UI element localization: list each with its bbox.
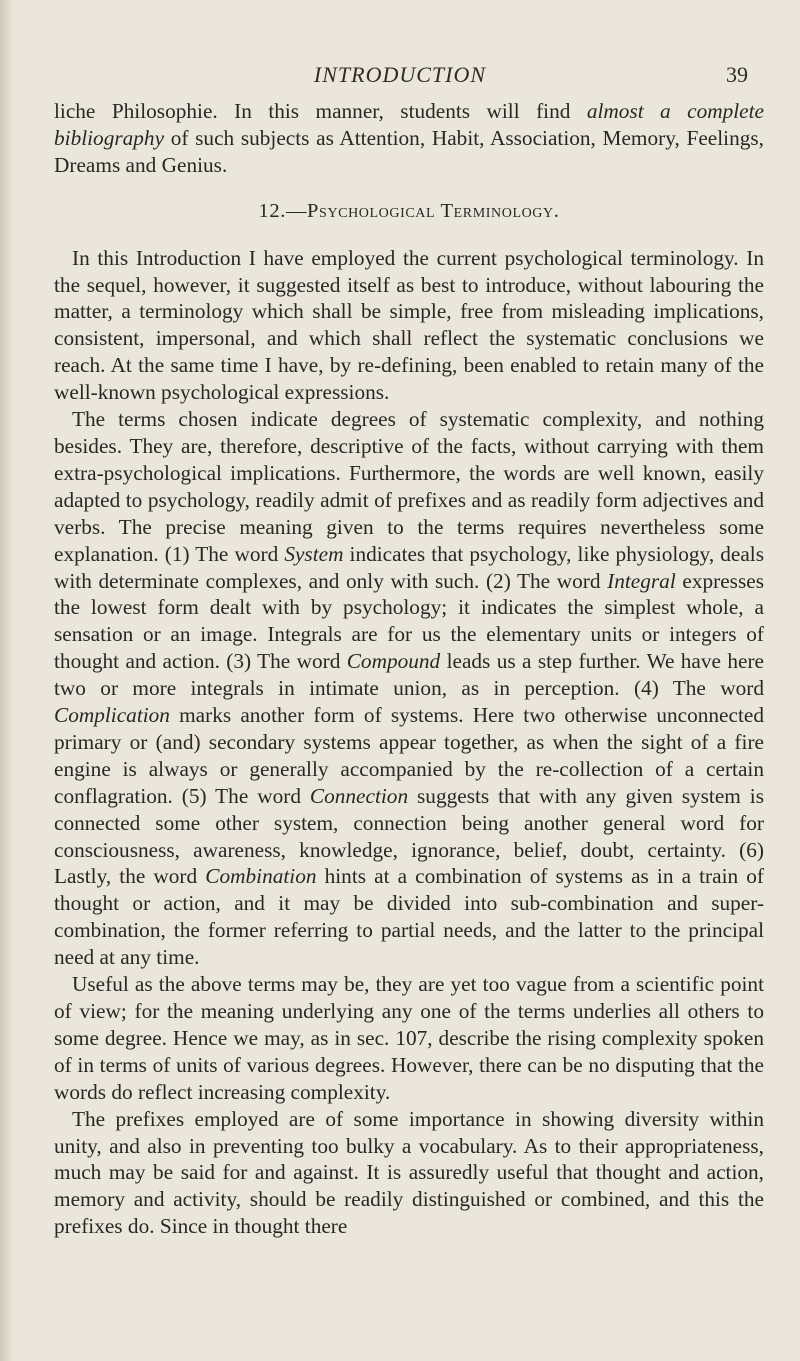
text-run: expresses the lowest form dealt with by psychology; it indicates the simplest whole, a sensation or an image. Integrals are for us the elementary units or integers of thought and action. (3) The word <box>54 568 764 674</box>
italic-phrase: almost a complete bibliography <box>54 99 764 150</box>
text-run: suggests that with any given system is connected some other system, connection being another general word for consciousness, awareness, knowledge, ignorance, belief, doubt, certainty. (6) Lastly, the word <box>54 783 764 889</box>
text-run: leads us a step further. We have here two or more integrals in intimate union, as in perception. (4) The word <box>54 649 764 701</box>
text-run: indicates that psychology, like physiology, deals with determinate complexes, and only with such. (2) The word <box>54 541 764 593</box>
text-run: of such subjects as Attention, Habit, Association, Memory, Feelings, Dreams and Genius. <box>54 125 764 177</box>
page-number: 39 <box>726 62 748 87</box>
term-complication: Complication <box>54 703 170 728</box>
text-run: The terms chosen indicate degrees of systematic complexity, and nothing besides. They are, therefore, descriptive of the facts, without carrying with them extra-psychological implications. Furthermore, the words are well known, easily adapted to psychology, readily admit of prefixes and as readily form adjectives and verbs. The precise meaning given to the terms requires nevertheless some explanation. (1) The word <box>54 407 764 566</box>
text-run: liche Philosophie. In this manner, students will find <box>54 99 587 123</box>
text-run: hints at a combination of systems as in a train of thought or action, and it may be divided into sub-combination and super-combination, the former referring to partial needs, and the latter to the principal need at any time. <box>54 864 765 970</box>
section-heading: 12.—Psychological Terminology. <box>258 199 560 222</box>
term-combination: Combination <box>205 864 317 889</box>
paragraph <box>54 406 764 971</box>
text-run: marks another form of systems. Here two otherwise unconnected primary or (and) secondary systems appear together, as when the sight of a fire engine is always or generally accompanied by the re-collection of a certain conflagration. (5) The word <box>54 703 764 808</box>
running-title: INTRODUCTION <box>313 62 487 87</box>
paragraph-continued <box>54 98 764 179</box>
term-compound: Compound <box>346 649 441 674</box>
term-integral: Integral <box>607 568 676 593</box>
running-head <box>0 62 800 92</box>
body-text <box>54 98 764 1240</box>
paragraph: In this Introduction I have employed the current psychological terminology. In the sequel, however, it suggested itself as best to introduce, without labouring the matter, a terminology which shall be simple, free from misleading implications, consistent, impersonal, and which shall reflect the systematic conclusions we reach. At the same time I have, by re-defining, been enabled to retain many of the well-known psychological expressions. <box>54 245 764 405</box>
binding-gutter <box>0 0 14 1361</box>
paragraph: The prefixes employed are of some importance in showing diversity within unity, and also in preventing too bulky a vocabulary. As to their appropriateness, much may be said for and against. It is assuredly useful that thought and action, memory and activity, should be readily distinguished or combined, and this the prefixes do. Since in thought there <box>54 1106 764 1239</box>
paragraph: Useful as the above terms may be, they are yet too vague from a scientific point of view; for the meaning underlying any one of the terms underlies all others to some degree. Hence we may, as in sec. 107, describe the rising complexity spoken of in terms of units of various degrees. However, there can be no disputing that the words do reflect increasing complexity. <box>54 972 764 1104</box>
term-connection: Connection <box>309 783 409 808</box>
term-system: System <box>284 541 344 566</box>
